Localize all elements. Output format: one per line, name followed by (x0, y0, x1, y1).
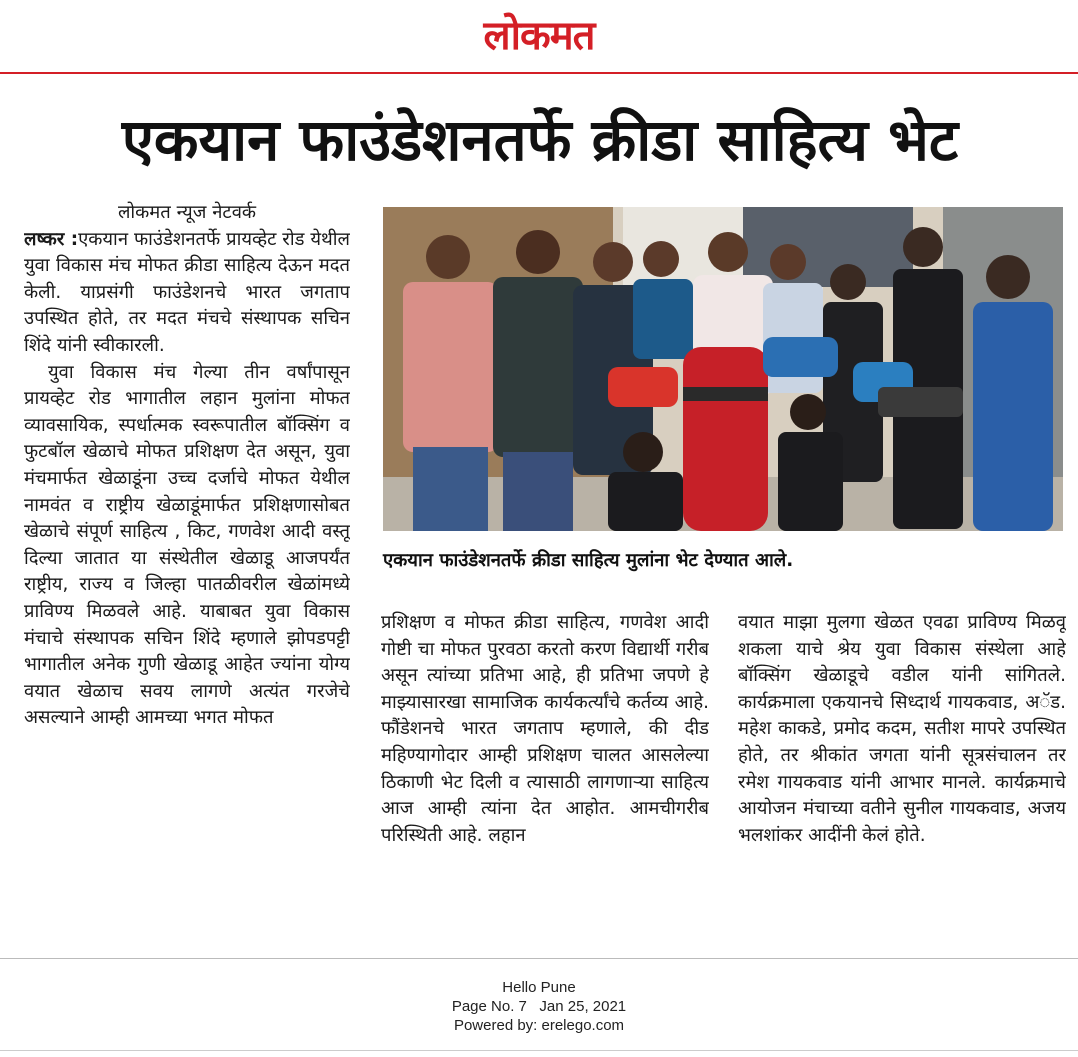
footer-powered: Powered by: erelego.com (453, 1017, 625, 1034)
article-headline: एकयान फाउंडेशनतर्फे क्रीडा साहित्य भेट (121, 106, 959, 174)
photo-caption: एकयान फाउंडेशनतर्फे क्रीडा साहित्य मुलांना भेट देण्यात आले. (383, 550, 794, 571)
paragraph-3: प्रशिक्षण व मोफत क्रीडा साहित्य, गणवेश आदी गोष्टी चा मोफत पुरवठा करतो करण विद्यार्थी गरीब असून त्यांच्या प्रतिभा आहे, ही प्रतिभा जपणे हे माझ्यासारखा सामाजिक कार्यकर्त्यांचे कर्तव्य आहे. फौंडेशनचे भारत जगताप म्हणाले, की दीड महिण्यागोदार आम्ही प्रशिक्षण चालत आसलेल्या ठिकाणी भेट दिली व त्यासाठी लागणाऱ्या साहित्य आज आम्ही त्यांना देत आहोत. आमचीगरीब परिस्थिती आहे. लहान (381, 612, 709, 846)
paragraph-1: एकयान फाउंडेशनतर्फे प्रायव्हेट रोड येथील युवा विकास मंच मोफत क्रीडा साहित्य देऊन मदत केली. याप्रसंगी फाउंडेशनचे भारत जगताप उपस्थित होते, तर मदत मंचचे संस्थापक सचिन शिंदे यांनी स्वीकारली. (24, 228, 350, 356)
article-column-1 (24, 200, 350, 950)
lokmat-logo: लोकमत (483, 13, 595, 59)
bottom-rule (0, 1050, 1078, 1051)
article-column-3 (738, 610, 1066, 950)
paragraph-4: वयात माझा मुलगा खेळत एवढा प्राविण्य मिळवू शकला याचे श्रेय युवा विकास संस्थेला आहे बॉक्सिंग खेळाडूचे वडील यांनी सांगितले. कार्यक्रमाला एकयानचे सिध्दार्थ गायकवाड, अॅड. महेश काकडे, प्रमोद कदम, सतीश मापरे उपस्थित होते, तर श्रीकांत जगता यांनी सूत्रसंचालन तर रमेश गायकवाड यांनी आभार मानले. कार्यक्रमाचे आयोजन मंचाच्या वतीने सुनील गायकवाड, अजय भलशांकर आदींनी केलं होते. (738, 612, 1066, 846)
page-footer (0, 978, 1078, 1035)
footer-page-date (0, 997, 1078, 1016)
masthead (0, 0, 1078, 72)
news-photo (383, 207, 1063, 531)
paragraph-2: युवा विकास मंच गेल्या तीन वर्षांपासून प्रायव्हेट रोड भागातील लहान मुलांना मोफत व्यावसायिक, स्पर्धात्मक स्वरूपातील बॉक्सिंग व फुटबॉल खेळाचे मोफत प्रशिक्षण देत असून, युवा मंचमार्फत खेळाडूंना उच्च दर्जाचे मोफत येथील नामवंत व राष्ट्रीय खेळाडूंमार्फत प्रशिक्षणासोबत खेळाचे संपूर्ण साहित्य , किट, गणवेश आदी वस्तू दिल्या जातात या संस्थेतील खेळाडू आजपर्यंत राष्ट्रीय, राज्य व जिल्हा पातळीवरील खेळांमध्ये प्राविण्य मिळवले आहे. याबाबत युवा विकास मंचाचे संस्थापक सचिन शिंदे म्हणाले झोपडपट्टी भागातील अनेक गुणी खेळाडू आहेत ज्यांना योग्य वयात खेळाच सवय लागणे अत्यंत गरजेचे असल्याने आम्ही आमच्या भगत मोफत (24, 361, 350, 729)
footer-edition: Hello Pune (502, 979, 576, 996)
masthead-rule (0, 72, 1078, 74)
news-photo-illustration (383, 207, 1063, 531)
footer-date: Jan 25, 2021 (539, 998, 627, 1015)
footer-rule (0, 958, 1078, 959)
dateline: लष्कर : (24, 228, 79, 250)
byline: लोकमत न्यूज नेटवर्क (117, 202, 257, 223)
article-column-2 (381, 610, 709, 950)
footer-page: Page No. 7 (451, 998, 527, 1015)
